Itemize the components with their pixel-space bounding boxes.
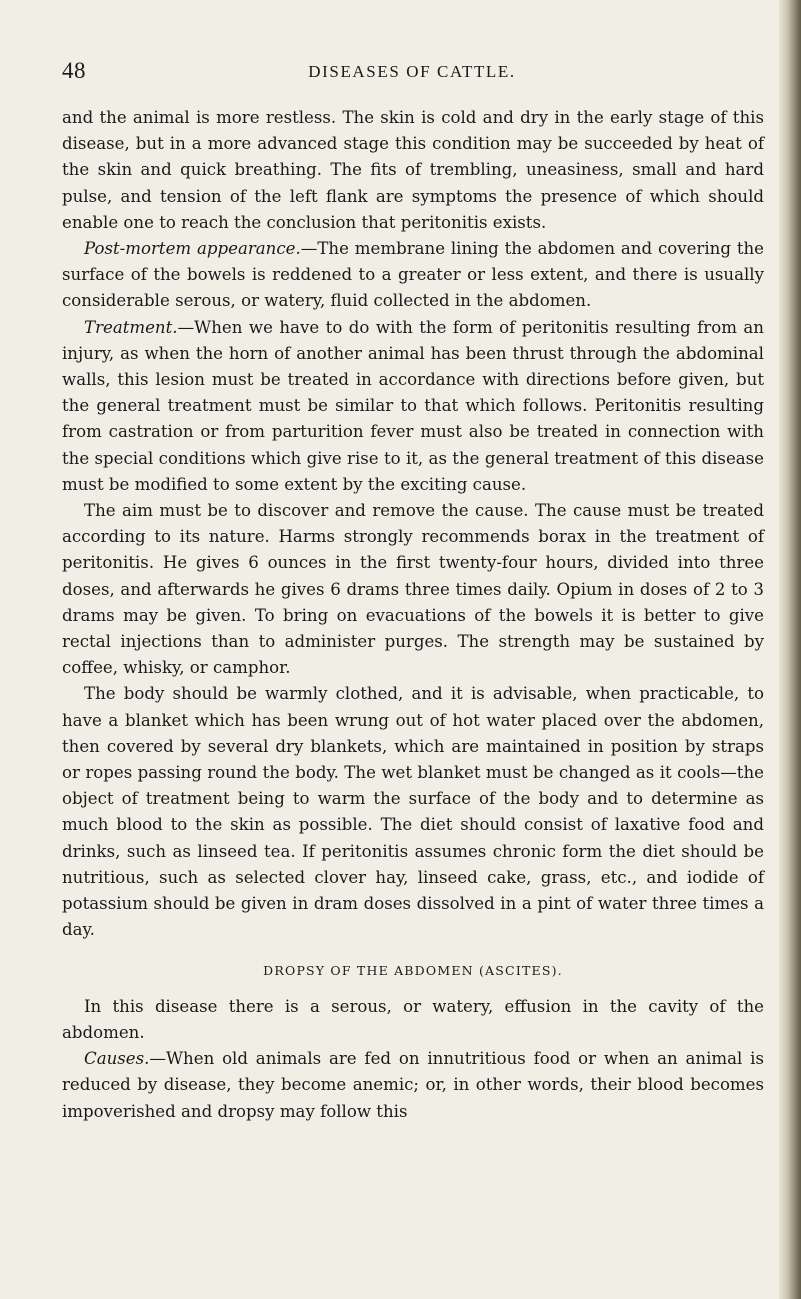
causes-text: —When old animals are fed on innutritious food or when an animal is reduced by disease, they become anemic; or, in other words, their blood becomes impoverished and dropsy may follow this <box>62 1049 764 1121</box>
paragraph-symptoms-continued: and the animal is more restless. The skin is cold and dry in the early stage of this disease, but in a more advanced stage this condition may be succeeded by heat of the skin and quick breathing. The fits of trembling, uneasiness, small and hard pulse, and tension of the left flank are symptoms the presence of which should enable one to reach the conclusion that peritonitis exists. <box>62 108 764 232</box>
post-mortem-text: —The membrane lining the abdomen and covering the surface of the bowels is reddened to a greater or less extent, and there is usually considerable serous, or watery, fluid collected in the abdomen. <box>62 239 764 311</box>
page-binding-edge <box>779 0 801 1299</box>
treatment-text: —When we have to do with the form of peritonitis resulting from an injury, as when the horn of another animal has been thrust through the abdominal walls, this lesion must be treated in accordance with directions before given, but the general treatment must be similar to that which follows. Peritonitis resulting from castration or from parturition fever must also be treated in connection with the special conditions which give rise to it, as the general treatment of this disease must be modified to some extent by the exciting cause. <box>62 317 764 494</box>
body-text <box>62 105 764 1125</box>
running-head: DISEASES OF CATTLE. <box>308 62 516 81</box>
page-header <box>62 58 762 88</box>
paragraph-body-care: The body should be warmly clothed, and it is advisable, when practicable, to have a blanket which has been wrung out of hot water placed over the abdomen, then covered by several dry blankets, which are maintained in position by straps or ropes passing round the body. The wet blanket must be changed as it cools—the object of treatment being to warm the surface of the body and to determine as much blood to the skin as possible. The diet should consist of laxative food and drinks, such as linseed tea. If peritonitis assumes chronic form the diet should be nutritious, such as selected clover hay, linseed cake, grass, etc., and iodide of potassium should be given in dram doses dissolved in a pint of water three times a day. <box>62 684 764 940</box>
paragraph-post-mortem <box>62 236 764 315</box>
treatment-heading: Treatment. <box>84 317 178 337</box>
causes-heading: Causes. <box>84 1049 150 1069</box>
paragraph-aim: The aim must be to discover and remove the cause. The cause must be treated according to its nature. Harms strongly recommends borax in the treatment of peritonitis. He gives 6 ounces in the first twenty-four hours, divided into three doses, and afterwards he gives 6 drams three times daily. Opium in doses of 2 to 3 drams may be given. To bring on evacuations of the bowels it is better to give rectal injections than to administer purges. The strength may be sustained by coffee, whisky, or camphor. <box>62 501 764 678</box>
page-number: 48 <box>62 58 86 83</box>
paragraph-dropsy-intro: In this disease there is a serous, or watery, effusion in the cavity of the abdomen. <box>62 996 764 1042</box>
post-mortem-heading: Post-mortem appearance. <box>84 239 301 259</box>
paragraph-treatment <box>62 315 764 498</box>
section-heading-dropsy: DROPSY OF THE ABDOMEN (ASCITES). <box>263 962 563 978</box>
paragraph-causes <box>62 1046 764 1125</box>
